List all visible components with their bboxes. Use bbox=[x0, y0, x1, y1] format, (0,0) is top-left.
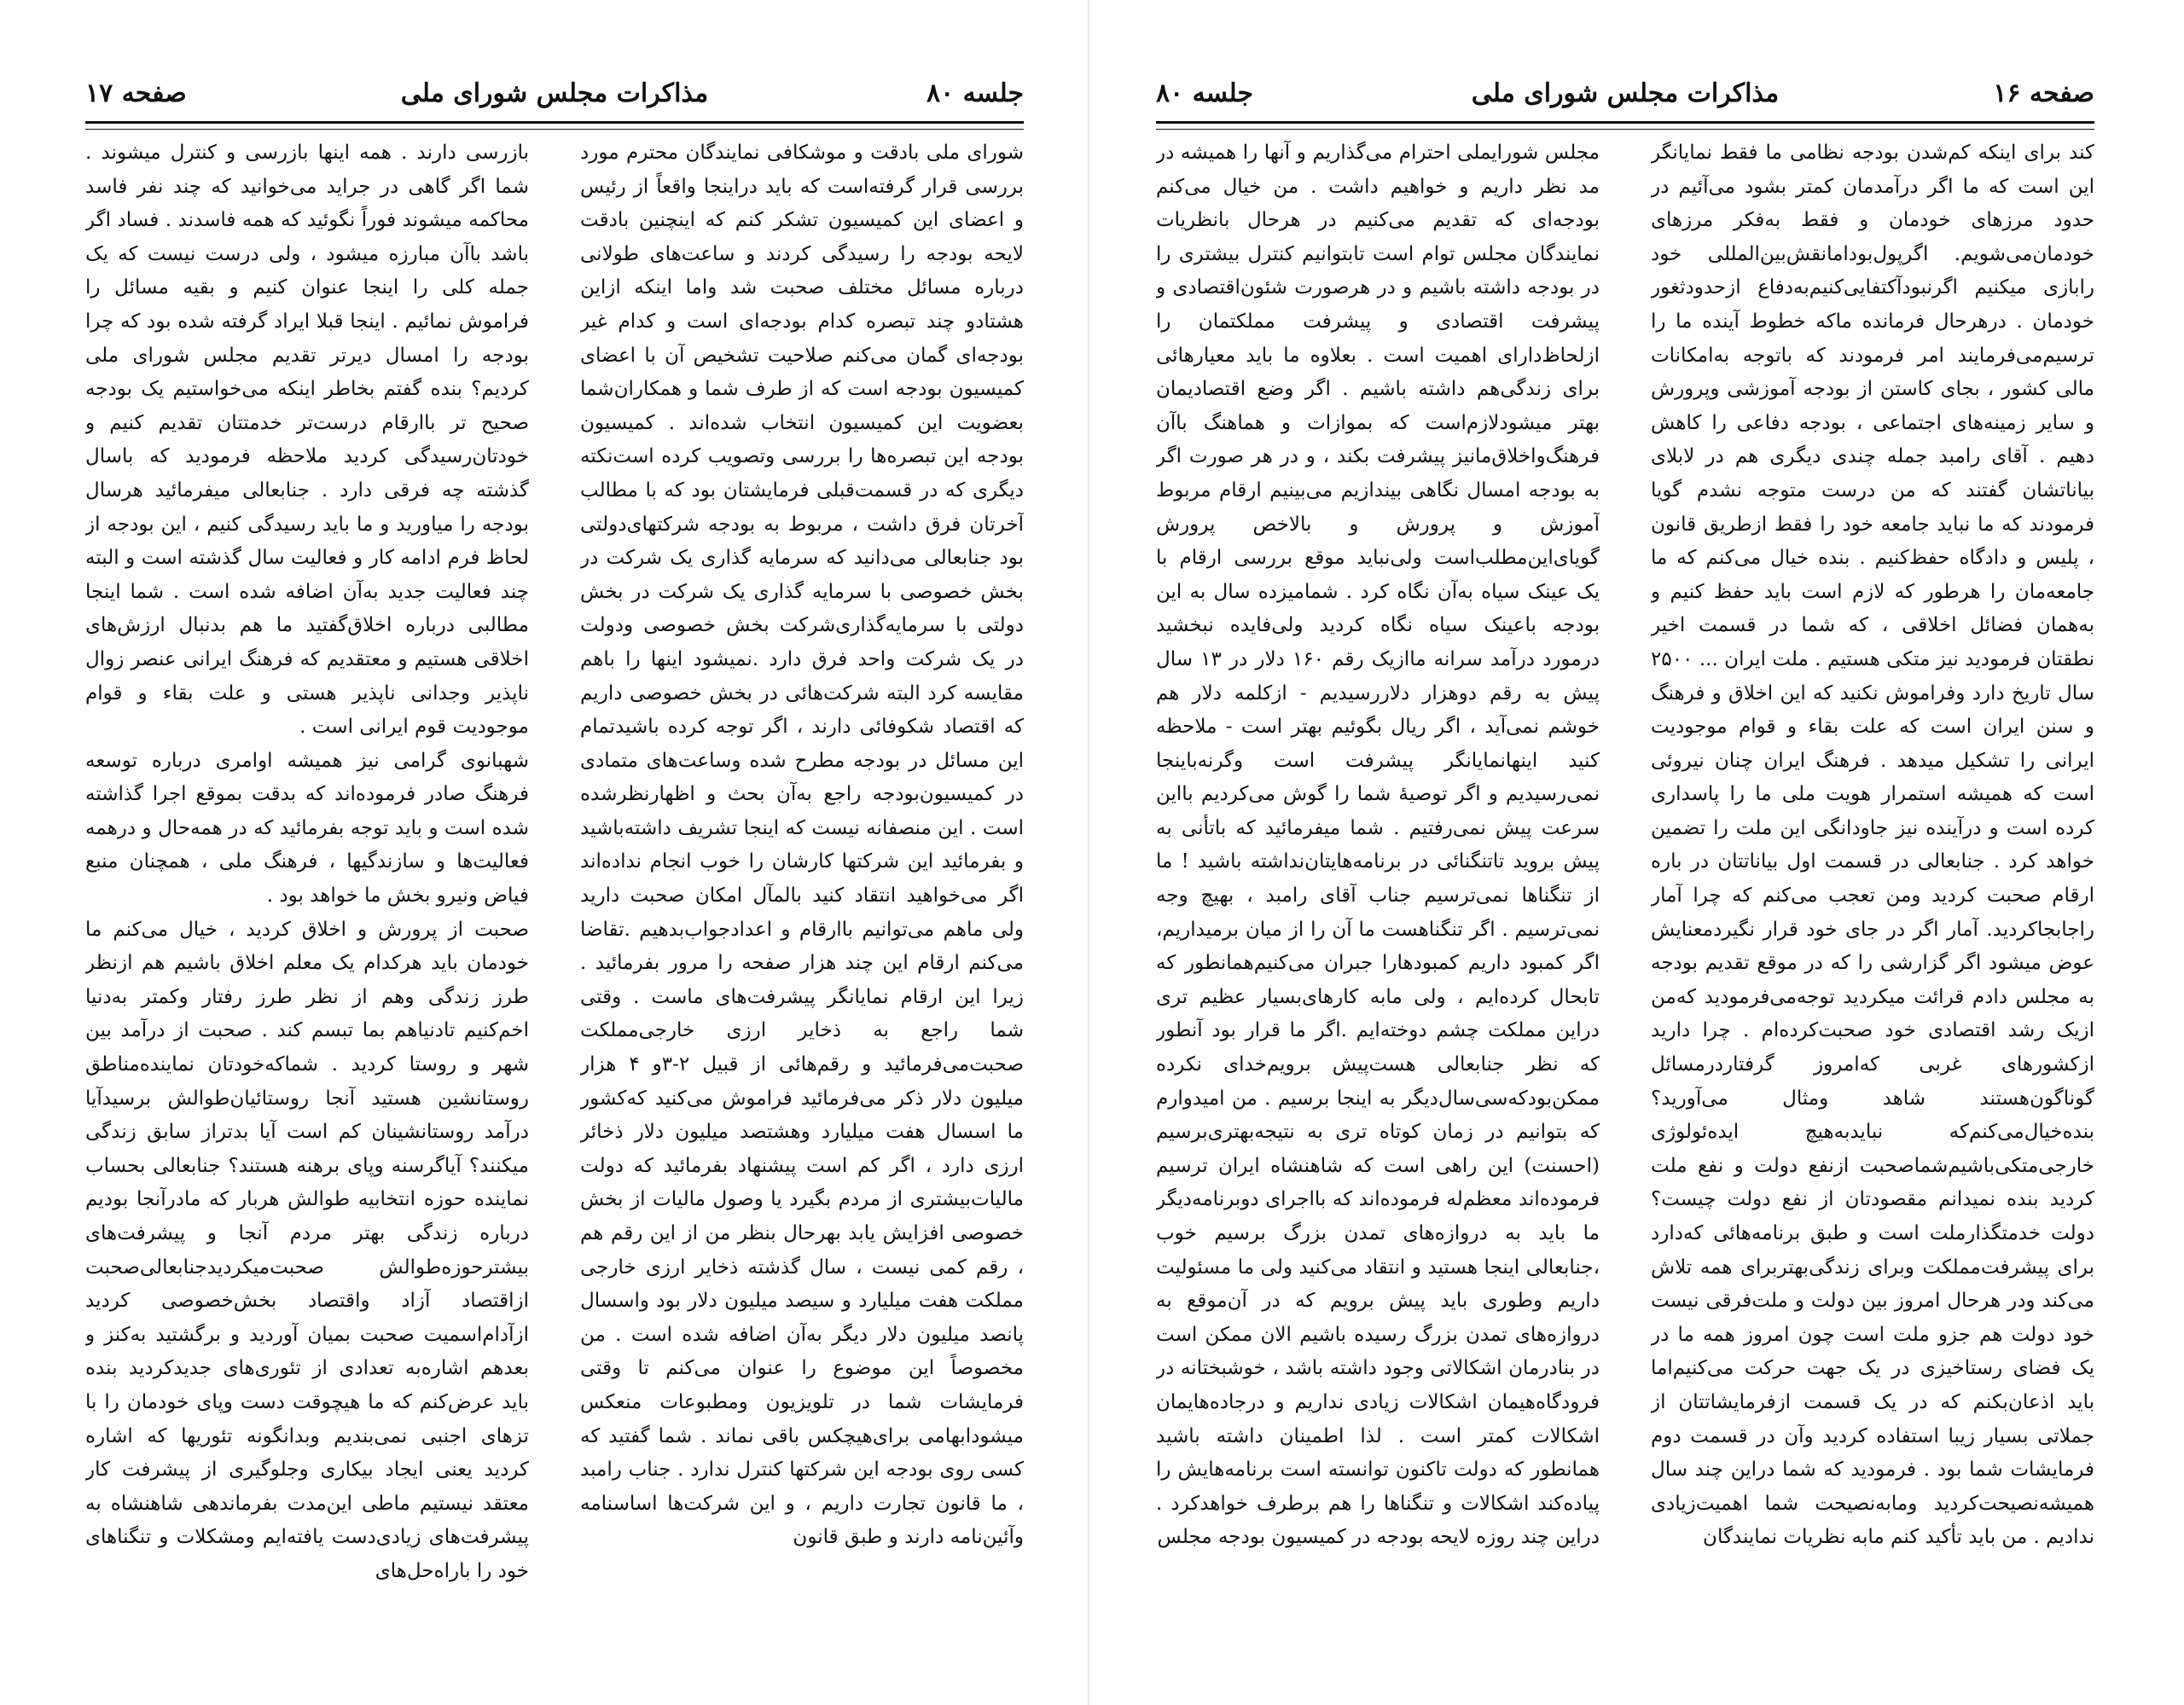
running-title: مذاکرات مجلس شورای ملی bbox=[400, 78, 709, 108]
running-title: مذاکرات مجلس شورای ملی bbox=[1471, 78, 1780, 108]
paragraph: صحبت از پرورش و اخلاق کردید ، خیال می‌کنم ما خودمان باید هرکدام یک معلم اخلاق باشیم هم ازنظر طرز زندگی وهم از نظر طرز رفتار وکمتر به‌دنیا اخم‌کنیم تادنیاهم بما تبسم کند . صحبت از درآمد بین شهر و روستا کردید . شماکه‌خودتان نماینده‌مناطق روستانشین هستید آنجا روستائیان‌طوالش برسید‌آیا درآمد روستانشینان کم است آیا بدتراز سابق زندگی میکنند؟ آیاگرسنه وپای برهنه هستند؟ جنابعالی بحساب نماینده حوزه انتخابیه طوالش هربار که مادرآنجا بودیم درباره زندگی بهتر مردم آنجا و پیشرفت‌های بیشترحوزه‌طوالش صحبت‌میکردید‌جنابعالی‌صحبت ازاقتصاد آزاد واقتصاد بخش‌خصوصی کردید ازآدام‌اسمیت صحبت بمیان آوردید و برگشتید به‌کنز و بعدهم اشاره‌به تعدادی از تئوری‌های جدیدکردید بنده باید عرض‌کنم که ما هیچوقت دست وپای خودمان را با تزهای اجنبی نمی‌بندیم وبدانگونه تئوریها که اشاره کردید یعنی ایجاد بیکاری وجلوگیری از پیشرفت کار معتقد نیستیم ماطی این‌مدت بفرماندهی شاهنشاه به پیشرفت‌های زیادی‌دست یافته‌ایم ومشکلات و تنگناهای خود را باراه‌حل‌های bbox=[85, 918, 529, 1582]
page-17 bbox=[85, 51, 1024, 1672]
page-header bbox=[1156, 72, 2094, 124]
text-columns bbox=[85, 136, 1024, 1672]
paragraph: کند برای اینکه کم‌شدن بودجه نظامی ما فقط نمایانگر این است که ما اگر درآمدمان کمتر بشود می‌آئیم در حدود مرزهای خودمان و فقط به‌فکر مرزهای خودمان‌می‌شویم. اگرپول‌بوداما‌نقش‌بین‌المللی خود رابازی میکنیم اگرنبودآ‌کتفایی‌کنیم‌به‌دفاع ازحدودثغور خودمان . درهرحال فرمانده ماکه خطوط آینده ما را ترسیم‌می‌فرمایند امر فرمودند که باتوجه به‌امکانات مالی کشور ، بجای کاستن از بودجه آموزشی وپرورش و سایر زمینه‌های اجتماعی ، بودجه دفاعی را کاهش دهیم . آقای رامبد جمله چندی دیگری هم در لابلای بیاناتشان گفتند که من درست متوجه نشدم گویا فرمودند که ما نباید جامعه خود را فقط ازطریق قانون ، پلیس و دادگاه حفظ‌کنیم . بنده خیال می‌کنم که ما جامعه‌مان را هرطور که لازم است باید حفظ کنیم و به‌همان فضائل اخلاقی ، که شما در قسمت اخیر نطقتان فرمودید نیز متکی هستیم . ملت ایران ... ۲۵۰۰ سال تاریخ دارد وفراموش نکنید که این اخلاق و فرهنگ و سنن ایران است که علت بقاء و قوام موجودیت ایرانی را تشکیل میدهد . فرهنگ ایران چنان نیروئی است که همیشه استمرار هویت ملی ما را پاسداری کرده است و درآینده نیز جاودانگی این ملت را تضمین خواهد کرد . جنابعالی در قسمت اول بیاناتتان در باره ارقام صحبت کردید ومن تعجب می‌کنم که چرا آمار راجابجاکردید. آمار اگر در جای خود قرار نگیرد‌معنایش عوض میشود اگر گزارشی را که در موقع تقدیم بودجه به مجلس دادم قرائت میکردید توجه‌می‌فرمودید که‌من ازیک رشد اقتصادی خود صحبت‌کرده‌ام . چرا دارید ازکشورهای غربی که‌امروز گرفتاردرمسائل گوناگون‌هستند شاهد ومثال می‌آورید؟ بنده‌خیال‌می‌کنم‌که نبایدبه‌هیچ ایده‌ئولوژی خارجی‌متکی‌باشیم‌شماصحبت ازنفع دولت و نفع ملت کردید بنده نمیدانم مقصودتان از نفع دولت چیست؟ دولت خدمتگذارملت است و طبق برنامه‌هائی که‌دارد برای پیشرفت‌مملکت وبرای زندگی‌بهتربرای همه تلاش می‌کند ودر هرحال امروز بین دولت و ملت‌فرقی نیست خود دولت هم جزو ملت است چون امروز همه ما در یک فضای رستاخیزی در یک جهت حرکت می‌کنیم‌اما باید اذعان‌بکنم که در یک قسمت ازفرمایشاتتان از جملاتی بسیار زیبا استفاده کردید وآن در قسمت دوم فرمایشات شما بود . فرمودید که شما دراین چند سال همیشه‌نصیحت‌کردید ومابه‌نصیحت شما اهمیت‌زیادی ندادیم . من باید تأکید کنم مابه نظریات نمایندگان bbox=[1651, 142, 2094, 1549]
column-left bbox=[85, 136, 529, 1672]
paragraph: شورای ملی بادقت و موشکافی نمایندگان محترم مورد بررسی قرار گرفته‌است که باید دراینجا واقعاً از رئیس و اعضای این کمیسیون تشکر کنم که اینچنین بادقت لایحه بودجه را رسیدگی کردند و ساعت‌های طولانی درباره مسائل مختلف صحبت شد واما اینکه ازاین هشتادو چند تبصره کدام بودجه‌ای است و کدام غیر بودجه‌ای گمان می‌کنم صلاحیت تشخیص آن با اعضای کمیسیون بودجه است که از طرف شما و همکاران‌شما بعضویت این کمیسیون انتخاب شده‌اند . کمیسیون بودجه این تبصره‌ها را بررسی وتصویب کرده است‌نکته دیگری که در قسمت‌قبلی فرمایشتان بود که با مطالب آخرتان فرق داشت ، مربوط به بودجه شرکتهای‌دولتی بود جنابعالی می‌دانید که سرمایه گذاری یک شرکت در بخش خصوصی با سرمایه گذاری یک شرکت در بخش دولتی با سرمایه‌گذاری‌شرکت بخش خصوصی ودولت در یک شرکت واحد فرق دارد .نمیشود اینها را باهم مقایسه کرد البته شرکت‌هائی در بخش خصوصی داریم که اقتصاد شکوفائی دارند ، اگر توجه کرده باشیدتمام این مسائل در بودجه مطرح شده وساعت‌های متمادی در کمیسیون‌بودجه راجع به‌آن بحث و اظهارنظرشده است . این منصفانه نیست که اینجا تشریف داشته‌باشید و بفرمائید این شرکتها کارشان را خوب انجام نداده‌اند اگر می‌خواهید انتقاد کنید بالمآل امکان صحبت دارید ولی ماهم می‌توانیم باارقام و اعدادجواب‌بدهیم .تقاضا می‌کنم ارقام این چند هزار صفحه را مرور بفرمائید . زیرا این ارقام نمایانگر پیشرفت‌های ماست . وقتی شما راجع به ذخایر ارزی خارجی‌مملکت صحبت‌می‌فرمائید و رقم‌هائی از قبیل ۲-۳و ۴ هزار میلیون دلار ذکر می‌فرمائید فراموش می‌کنید که‌کشور ما اسسال هفت میلیارد وهشتصد میلیون دلار ذخائر ارزی دارد ، اگر کم است پیشنهاد بفرمائید که دولت مالیات‌بیشتری از مردم بگیرد یا وصول مالیات از بخش خصوصی افزایش یابد بهرحال بنظر من از این رقم هم ، رقم کمی نیست ، سال گذشته ذخایر ارزی خارجی مملکت هفت میلیارد و سیصد میلیون دلار بود واسسال پانصد میلیون دلار دیگر به‌آن اضافه شده است . من مخصوصاً این موضوع را عنوان می‌کنم تا وقتی فرمایشات شما در تلویزیون ومطبوعات منعکس میشود‌ابهامی برای‌هیچکس باقی نماند . شما گفتید که کسی روی بودجه این شرکتها کنترل ندارد . جناب رامبد ، ما قانون تجارت داریم ، و این شرکت‌ها اساسنامه وآئین‌نامه دارند و طبق قانون bbox=[580, 142, 1024, 1549]
column-left bbox=[1156, 136, 1600, 1672]
page-spine bbox=[1088, 0, 1089, 1705]
session-number: جلسه ۸۰ bbox=[1156, 78, 1254, 108]
header-rule bbox=[1156, 121, 2094, 124]
page-number: صفحه ۱۷ bbox=[85, 78, 187, 108]
header-rule-thin bbox=[85, 129, 1024, 130]
text-columns bbox=[1156, 136, 2094, 1672]
session-number: جلسه ۸۰ bbox=[926, 78, 1024, 108]
column-right bbox=[580, 136, 1024, 1672]
paragraph: شهبانوی گرامی نیز همیشه اوامری درباره توسعه فرهنگ صادر فرموده‌اند که بدقت بموقع اجرا گذاشته شده است و باید توجه بفرمائید که در همه‌حال و درهمه فعالیت‌ها و سازندگیها ، فرهنگ ملی ، همچنان منبع فیاض ونیرو بخش ما خواهد بود . bbox=[85, 749, 529, 908]
column-right bbox=[1651, 136, 2094, 1672]
page-16 bbox=[1156, 51, 2094, 1672]
paragraph: بازرسی دارند . همه اینها بازرسی و کنترل میشوند . شما اگر گاهی در جراید می‌خوانید که چند نفر فاسد محاکمه میشوند فوراً نگوئید که همه فاسدند . فساد اگر باشد باآن مبارزه میشود ، ولی درست نیست که یک جمله کلی را اینجا عنوان کنیم و بقیه مسائل را فراموش نمائیم . اینجا قبلا ایراد گرفته شده بود که چرا بودجه را امسال دیرتر تقدیم مجلس شورای ملی کردیم؟ بنده گفتم بخاطر اینکه می‌خواستیم یک بودجه صحیح تر باارقام درست‌تر خدمتتان تقدیم کنیم و خودتان‌رسیدگی کردید ملاحظه فرمودید که باسال گذشته چه فرقی دارد . جنابعالی میفرمائید هرسال بودجه را میاورید و ما باید رسیدگی کنیم ، این بودجه از لحاظ فرم ادامه کار و فعالیت سال گذشته است و البته چند فعالیت جدید به‌آن اضافه شده است . شما اینجا مطالبی درباره اخلاق‌گفتید ما هم بدنبال ارزش‌های اخلاقی هستیم و معتقدیم که فرهنگ ایرانی عنصر زوال ناپذیر وجدانی ناپذیر هستی و علت بقاء و قوام موجودیت قوم ایرانی است . bbox=[85, 142, 529, 739]
page-number: صفحه ۱۶ bbox=[1993, 78, 2094, 108]
page-header bbox=[85, 72, 1024, 124]
header-rule bbox=[85, 121, 1024, 124]
paragraph: مجلس شورایملی احترام می‌گذاریم و آنها را همیشه در مد نظر داریم و خواهیم داشت . من خیال می‌کنم بودجه‌ای که تقدیم می‌کنیم در هرحال بانظریات نمایندگان مجلس توام است تابتوانیم کنترل بیشتری را در بودجه داشته باشیم و در هرصورت شئون‌اقتصادی و پیشرفت اقتصادی و پیشرفت مملکتمان را ازلحاظ‌دارای اهمیت است . بعلاوه ما باید معیارهائی برای زندگی‌هم داشته باشیم . اگر وضع اقتصادیمان بهتر میشودلازم‌است که بموازات و هماهنگ باآن فرهنگ‌واخلاق‌مانیز پیشرفت بکند ، و در هر صورت اگر به بودجه امسال نگاهی بیندازیم می‌بینیم ارقام مربوط آموزش و پرورش و بالاخص پرورش گویای‌این‌مطلب‌است ولی‌نباید موقع بررسی ارقام با یک عینک سیاه به‌آن نگاه کرد . شمامیزده سال به این بودجه باعینک سیاه نگاه کردید ولی‌فایده نبخشید درمورد درآمد سرانه ماازیک رقم ۱۶۰ دلار در ۱۳ سال پیش به رقم دوهزار دلاررسیدیم - ازکلمه دلار هم خوشم نمی‌آید ، اگر ریال بگوئیم بهتر است - ملاحظه کنید اینهانمایانگر پیشرفت است وگرنه‌باینجا نمی‌رسیدیم و اگر توصیهٔ شما را گوش می‌کردیم بااین سرعت پیش نمی‌رفتیم . شما میفرمائید که باتأنی به پیش بروید تاتنگنائی در برنامه‌هایتان‌نداشته باشید ! ما از تنگناها نمی‌ترسیم جناب آقای رامبد ، بهیچ وجه نمی‌ترسیم . اگر تنگنا‌هست ما آن را از میان برمیداریم، اگر کمبود داریم کمبودهارا جبران می‌کنیم‌همانطور که تابحال کرده‌ایم ، ولی مابه کارهای‌بسیار عظیم تری دراین مملکت چشم دوخته‌ایم .اگر ما قرار بود آنطور که نظر جنابعالی هست‌پیش برویم‌خدای نکرده ممکن‌بود‌که‌سی‌سال‌دیگر به اینجا برسیم . من امیدوارم که بتوانیم در زمان کوتاه تری به نتیجه‌بهتری‌برسیم (احسنت) این راهی است که شاهنشاه ایران ترسیم فرموده‌اند معظم‌له فرموده‌اند که بااجرای دوبرنامه‌دیگر ما باید به دروازه‌های تمدن بزرگ برسیم خوب ،جنابعالی اینجا هستید و انتقاد می‌کنید ولی ما مسئولیت داریم وطوری باید پیش برویم که در آن‌موقع به دروازه‌های تمدن بزرگ رسیده باشیم الان ممکن است در بنادرمان اشکالاتی وجود داشته باشد ، خوشبختانه در فرودگاه‌هیمان اشکالات زیادی نداریم و درجاده‌هایمان اشکالات کمتر است . لذا اطمینان داشته باشید همانطور که دولت تاکنون توانسته است برنامه‌هایش را پیاده‌کند اشکالات و تنگناها را هم برطرف خواهد‌کرد . دراین چند روزه لایحه بودجه در کمیسیون بودجه مجلس bbox=[1156, 142, 1600, 1549]
header-rule-thin bbox=[1156, 129, 2094, 130]
